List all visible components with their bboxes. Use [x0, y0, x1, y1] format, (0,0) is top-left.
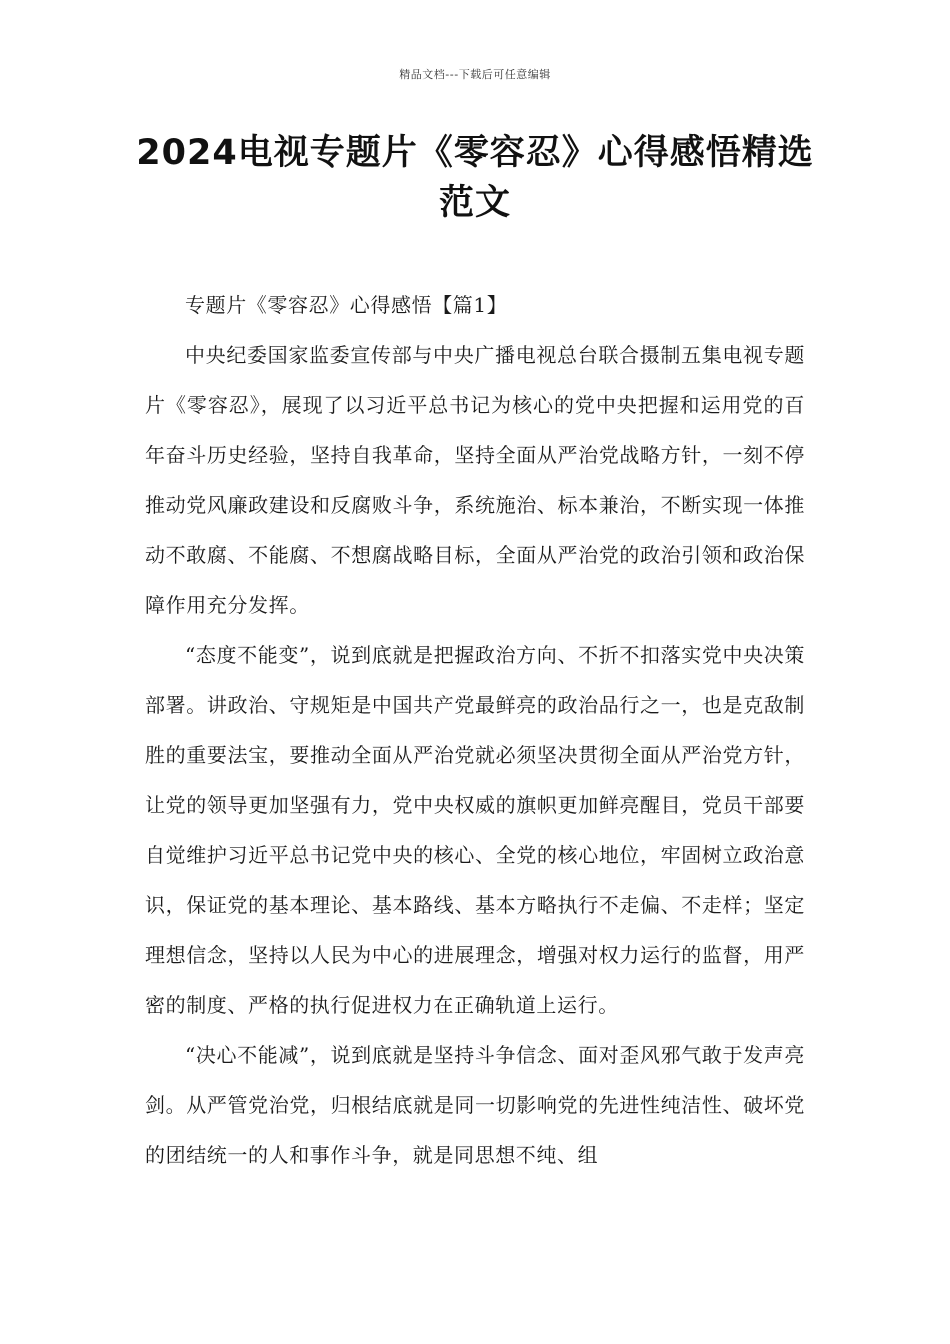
document-body [145, 280, 805, 1180]
paragraph-3: “决心不能减”，说到底就是坚持斗争信念、面对歪风邪气敢于发声亮剑。从严管党治党，归根结底就是同一切影响党的先进性纯洁性、破坏党的团结统一的人和事作斗争，就是同思想不纯、组 [145, 1043, 805, 1167]
paragraph-2: “态度不能变”，说到底就是把握政治方向、不折不扣落实党中央决策部署。讲政治、守规矩是中国共产党最鲜亮的政治品行之一，也是克敌制胜的重要法宝，要推动全面从严治党就必须坚决贯彻全面从严治党方针，让党的领导更加坚强有力，党中央权威的旗帜更加鲜亮醒目，党员干部要自觉维护习近平总书记党中央的核心、全党的核心地位，牢固树立政治意识，保证党的基本理论、基本路线、基本方略执行不走偏、不走样；坚定理想信念，坚持以人民为中心的进展理念，增强对权力运行的监督，用严密的制度、严格的执行促进权力在正确轨道上运行。 [145, 643, 805, 1017]
header-note: 精品文档---下载后可任意编辑 [399, 68, 551, 81]
document-title: 2024电视专题片《零容忍》心得感悟精选范文 [136, 133, 814, 223]
paragraph-1: 中央纪委国家监委宣传部与中央广播电视总台联合摄制五集电视专题片《零容忍》，展现了以习近平总书记为核心的党中央把握和运用党的百年奋斗历史经验，坚持自我革命，坚持全面从严治党战略方针，一刻不停推动党风廉政建设和反腐败斗争，系统施治、标本兼治，不断实现一体推动不敢腐、不能腐、不想腐战略目标，全面从严治党的政治引领和政治保障作用充分发挥。 [145, 343, 805, 617]
section-heading: 专题片《零容忍》心得感悟【篇1】 [185, 293, 508, 317]
